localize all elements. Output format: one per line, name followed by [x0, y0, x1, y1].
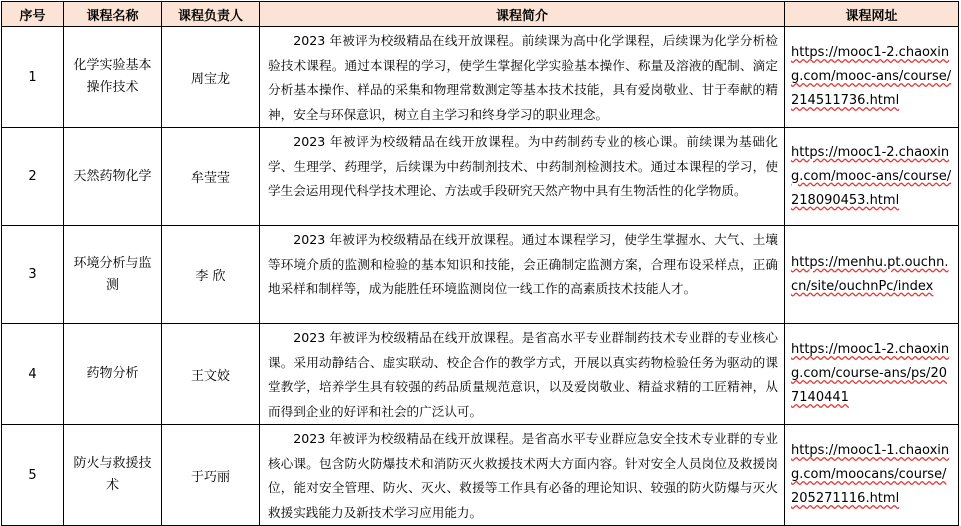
course-name: 环境分析与监测	[64, 226, 162, 324]
row-number: 2	[2, 128, 64, 226]
course-url-cell	[785, 226, 959, 324]
course-lead: 牟莹莹	[162, 128, 260, 226]
table-row	[2, 324, 959, 425]
header-no: 序号	[2, 2, 64, 27]
course-table	[1, 1, 959, 526]
course-name: 天然药物化学	[64, 128, 162, 226]
course-intro: 2023 年被评为校级精品在线开放课程。是省高水平专业群应急安全技术专业群的专业核心课。包含防火防爆技术和消防灭火救援技术两大方面内容。针对安全人员岗位及救援岗位，能对安全管理、防火、灭火、救援等工作具有必备的理论知识、较强的防火防爆与灭火救援实践能力及新技术学习应用能力。	[260, 425, 785, 526]
course-name: 药物分析	[64, 324, 162, 425]
row-number: 5	[2, 425, 64, 526]
course-url-cell	[785, 27, 959, 128]
course-url[interactable]: https://mooc1-1.chaoxing.com/moocans/course/205271116.html	[791, 443, 950, 506]
course-url[interactable]: https://mooc1-2.chaoxing.com/mooc-ans/course/218090453.html	[791, 144, 952, 208]
course-intro: 2023 年被评为校级精品在线开放课程。前续课为高中化学课程，后续课为化学分析检验技术课程。通过本课程的学习，使学生掌握化学实验基本操作、称量及溶液的配制、滴定分析基本操作、样品的采集和物理常数测定等基本技术技能，具有爱岗敬业、甘于奉献的精神，安全与环保意识，树立自主学习和终身学习的职业理念。	[260, 27, 785, 128]
row-number: 4	[2, 324, 64, 425]
course-intro: 2023 年被评为校级精品在线开放课程。通过本课程学习，使学生掌握水、大气、土壤等环境介质的监测和检验的基本知识和技能，会正确制定监测方案，合理布设采样点，正确地采样和制样等，成为能胜任环境监测岗位一线工作的高素质技术技能人才。	[260, 226, 785, 324]
course-lead: 李 欣	[162, 226, 260, 324]
course-url[interactable]: https://mooc1-2.chaoxing.com/course-ans/ps/207140441	[791, 342, 950, 405]
course-lead: 于巧丽	[162, 425, 260, 526]
row-number: 3	[2, 226, 64, 324]
course-intro: 2023 年被评为校级精品在线开放课程。为中药制药专业的核心课。前续课为基础化学、生理学、药理学，后续课为中药制剂技术、中药制剂检测技术。通过本课程的学习，使学生会运用现代科学技术理论、方法或手段研究天然产物中具有生物活性的化学物质。	[260, 128, 785, 226]
table-row	[2, 27, 959, 128]
course-lead: 周宝龙	[162, 27, 260, 128]
header-course-name: 课程名称	[64, 2, 162, 27]
header-course-lead: 课程负责人	[162, 2, 260, 27]
row-number: 1	[2, 27, 64, 128]
course-intro: 2023 年被评为校级精品在线开放课程。是省高水平专业群制药技术专业群的专业核心课。采用动静结合、虚实联动、校企合作的教学方式，开展以真实药物检验任务为驱动的课堂教学，培养学生具有较强的药品质量规范意识，以及爱岗敬业、精益求精的工匠精神，从而得到企业的好评和社会的广泛认可。	[260, 324, 785, 425]
course-url-cell	[785, 425, 959, 526]
header-row	[2, 2, 959, 27]
course-url[interactable]: https://menhu.pt.ouchn.cn/site/ouchnPc/index	[791, 254, 949, 294]
table-row	[2, 226, 959, 324]
course-url-cell	[785, 324, 959, 425]
header-course-intro: 课程简介	[260, 2, 785, 27]
course-name: 防火与救援技术	[64, 425, 162, 526]
course-name: 化学实验基本操作技术	[64, 27, 162, 128]
course-url[interactable]: https://mooc1-2.chaoxing.com/mooc-ans/course/214511736.html	[791, 45, 952, 108]
course-lead: 王文姣	[162, 324, 260, 425]
table-row	[2, 128, 959, 226]
header-course-url: 课程网址	[785, 2, 959, 27]
table-row	[2, 425, 959, 526]
course-url-cell	[785, 128, 959, 226]
